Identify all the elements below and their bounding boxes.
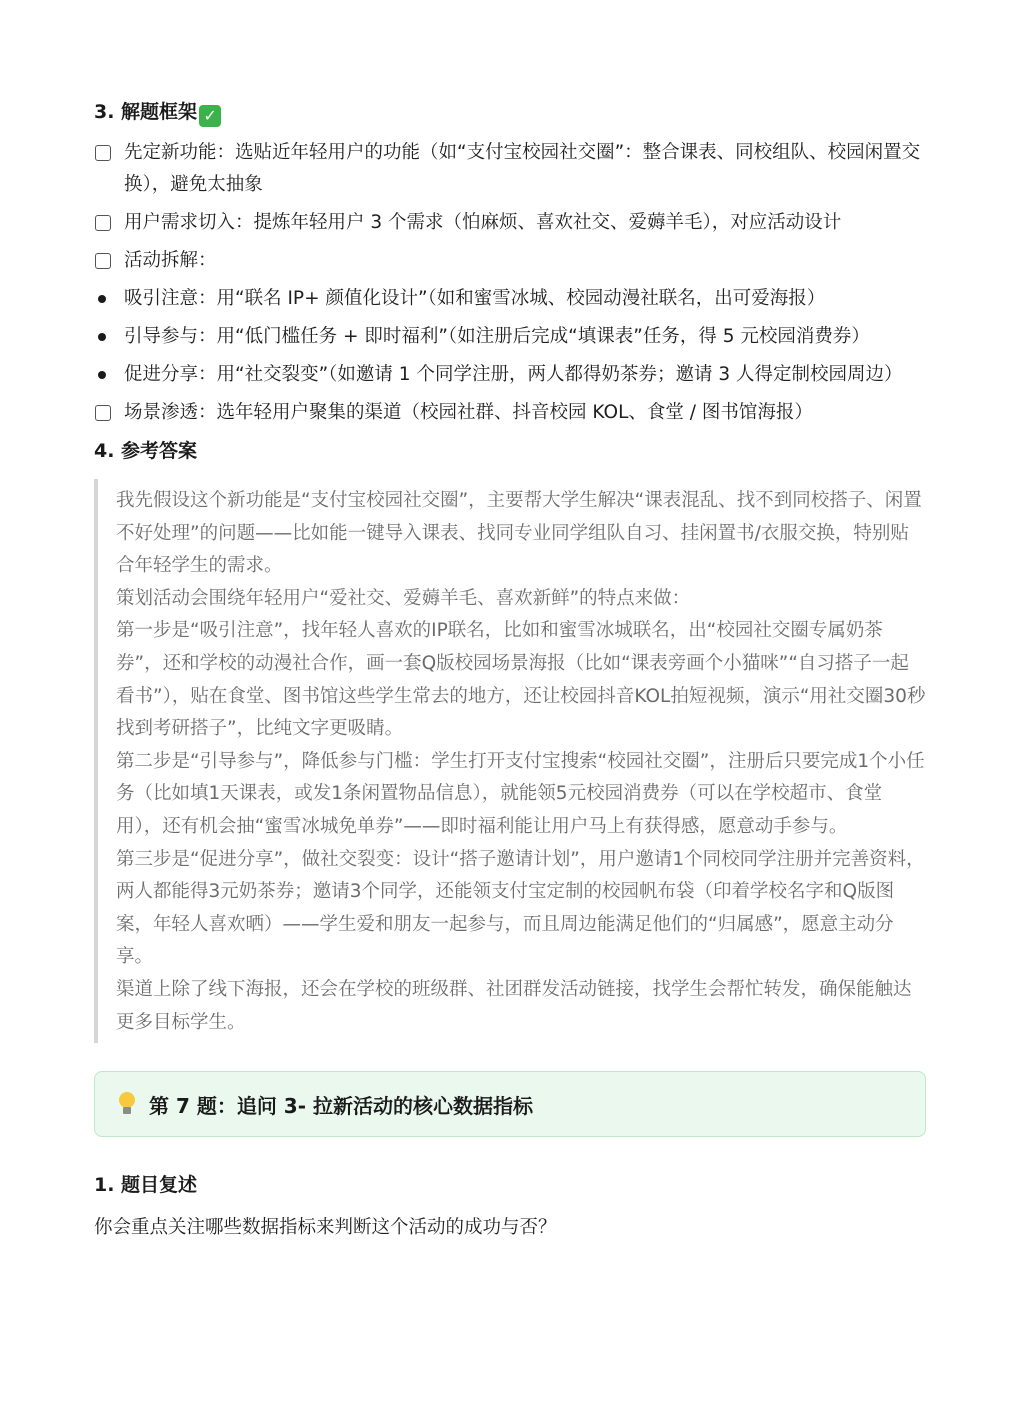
checkbox[interactable] <box>95 145 111 161</box>
question-callout <box>94 1071 926 1137</box>
list-item-text: 先定新功能：选贴近年轻用户的功能（如“支付宝校园社交圈”：整合课表、同校组队、校园闲置交换），避免太抽象 <box>124 142 921 195</box>
bullet-icon <box>98 371 106 379</box>
answer-paragraph: 我先假设这个新功能是“支付宝校园社交圈”，主要帮大学生解决“课表混乱、找不到同校搭子、闲置不好处理”的问题——比如能一键导入课表、找同专业同学组队自习、挂闲置书/衣服交换，特别贴合年轻学生的需求。 <box>116 490 922 577</box>
bullet-icon <box>98 333 106 341</box>
list-item-text: 场景渗透：选年轻用户聚集的渠道（校园社群、抖音校园 KOL、食堂 / 图书馆海报） <box>124 402 813 423</box>
answer-paragraph: 渠道上除了线下海报，还会在学校的班级群、社团群发活动链接，找学生会帮忙转发，确保能触达更多目标学生。 <box>116 978 912 1033</box>
question-text: 你会重点关注哪些数据指标来判断这个活动的成功与否？ <box>94 1217 557 1239</box>
list-item-text: 吸引注意：用“联名 IP+ 颜值化设计”（如和蜜雪冰城、校园动漫社联名，出可爱海报） <box>124 288 826 309</box>
bullet-item-sharing <box>94 359 926 391</box>
list-item-text: 引导参与：用“低门槛任务 + 即时福利”（如注册后完成“填课表”任务，得 5 元校园消费券） <box>124 326 870 347</box>
answer-paragraph: 策划活动会围绕年轻用户“爱社交、爱薅羊毛、喜欢新鲜”的特点来做： <box>116 587 691 609</box>
callout-title: 第 7 题：追问 3- 拉新活动的核心数据指标 <box>149 1093 533 1118</box>
section-3-heading <box>94 98 926 127</box>
checkbox[interactable] <box>95 253 111 269</box>
reference-answer-quote <box>94 479 926 1043</box>
checkbox[interactable] <box>95 405 111 421</box>
framework-list <box>94 137 926 429</box>
list-item-text: 活动拆解： <box>124 250 217 271</box>
framework-item-feature <box>94 137 926 201</box>
check-mark-icon: ✓ <box>199 105 221 127</box>
section-4-heading: 4. 参考答案 <box>94 440 198 462</box>
bullet-item-attention <box>94 283 926 315</box>
framework-item-breakdown <box>94 245 926 277</box>
framework-item-scenario <box>94 397 926 429</box>
answer-paragraph: 第一步是“吸引注意”，找年轻人喜欢的IP联名，比如和蜜雪冰城联名，出“校园社交圈专属奶茶券”，还和学校的动漫社合作，画一套Q版校园场景海报（比如“课表旁画个小猫咪”“自习搭子一起看书”），贴在食堂、图书馆这些学生常去的地方，还让校园抖音KOL拍短视频，演示“用社交圈30秒找到考研搭子”，比纯文字更吸睛。 <box>116 620 926 740</box>
answer-paragraph: 第三步是“促进分享”，做社交裂变：设计“搭子邀请计划”，用户邀请1个同校同学注册并完善资料，两人都能得3元奶茶券；邀请3个同学，还能领支付宝定制的校园帆布袋（印着学校名字和Q版图案，年轻人喜欢晒）——学生爱和朋友一起参与，而且周边能满足他们的“归属感”，愿意主动分享。 <box>116 848 925 968</box>
answer-paragraph: 第二步是“引导参与”，降低参与门槛：学生打开支付宝搜索“校园社交圈”，注册后只要完成1个小任务（比如填1天课表，或发1条闲置物品信息），就能领5元校园消费券（可以在学校超市、食堂用），还有机会抽“蜜雪冰城免单券”——即时福利能让用户马上有获得感，愿意动手参与。 <box>116 750 925 837</box>
list-item-text: 促进分享：用“社交裂变”（如邀请 1 个同学注册，两人都得奶茶券；邀请 3 人得定制校园周边） <box>124 364 903 385</box>
list-item-text: 用户需求切入：提炼年轻用户 3 个需求（怕麻烦、喜欢社交、爱薅羊毛），对应活动设计 <box>124 212 842 233</box>
framework-item-needs <box>94 207 926 239</box>
checkbox[interactable] <box>95 215 111 231</box>
section-1-heading: 1. 题目复述 <box>94 1174 198 1197</box>
section-3-title: 3. 解题框架 <box>94 101 198 123</box>
bullet-icon <box>98 295 106 303</box>
bullet-item-participation <box>94 321 926 353</box>
lightbulb-icon <box>117 1092 137 1116</box>
document-page <box>94 98 926 1243</box>
